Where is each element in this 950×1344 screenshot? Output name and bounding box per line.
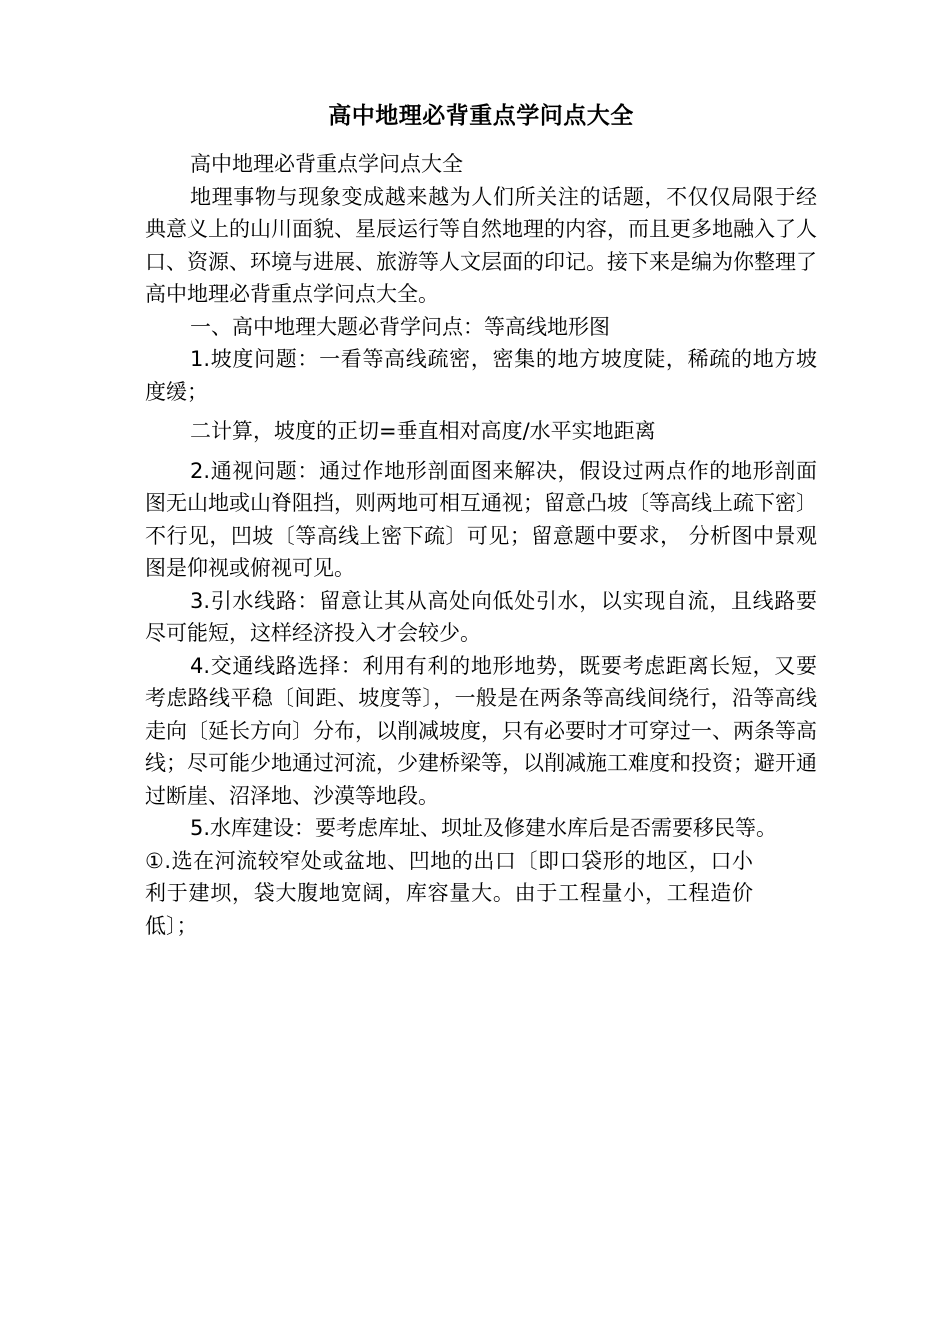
paragraph-reservoir-site: ①.选在河流较窄处或盆地、凹地的出口〔即口袋形的地区，口小利于建坝，袋大腹地宽阔，库容量大。由于工程量小，工程造价低〕； bbox=[145, 848, 753, 938]
paragraph-traffic-route: 4.交通线路选择：利用有利的地形地势，既要考虑距离长短，又要考虑路线平稳〔间距、坡度等〕，一般是在两条等高线间绕行，沿等高线走向〔延长方向〕分布，以削减坡度，只有必要时才可穿过一、两条等高线；尽可能少地通过河流，少建桥梁等，以削减施工难度和投资；避开通过断崖、沼泽地、沙漠等地段。 bbox=[145, 653, 817, 808]
paragraph-subtitle: 高中地理必背重点学问点大全 bbox=[190, 152, 463, 176]
paragraph-visibility: 2.通视问题：通过作地形剖面图来解决，假设过两点作的地形剖面图无山地或山脊阻挡，则两地可相互通视；留意凸坡〔等高线上疏下密〕不行见，凹坡〔等高线上密下疏〕可见；留意题中要求， 分析图中景观图是仰视或俯视可见。 bbox=[145, 458, 817, 580]
document-title: 高中地理必背重点学问点大全 bbox=[328, 103, 634, 129]
paragraph-slope: 1.坡度问题：一看等高线疏密，密集的地方坡度陡，稀疏的地方坡度缓； bbox=[145, 347, 817, 404]
paragraph-slope-calc: 二计算，坡度的正切=垂直相对高度/水平实地距离 bbox=[190, 419, 656, 443]
paragraph-reservoir: 5.水库建设：要考虑库址、坝址及修建水库后是否需要移民等。 bbox=[190, 816, 778, 840]
document-page bbox=[145, 96, 817, 942]
paragraph-intro: 地理事物与现象变成越来越为人们所关注的话题，不仅仅局限于经典意义上的山川面貌、星辰运行等自然地理的内容，而且更多地融入了人口、资源、环境与进展、旅游等人文层面的印记。接下来是编为你整理了高中地理必背重点学问点大全。 bbox=[145, 184, 817, 306]
paragraph-section-heading: 一、高中地理大题必背学问点：等高线地形图 bbox=[190, 314, 610, 339]
paragraph-water-diversion: 3.引水线路：留意让其从高处向低处引水，以实现自流，且线路要尽可能短，这样经济投入才会较少。 bbox=[145, 588, 817, 645]
